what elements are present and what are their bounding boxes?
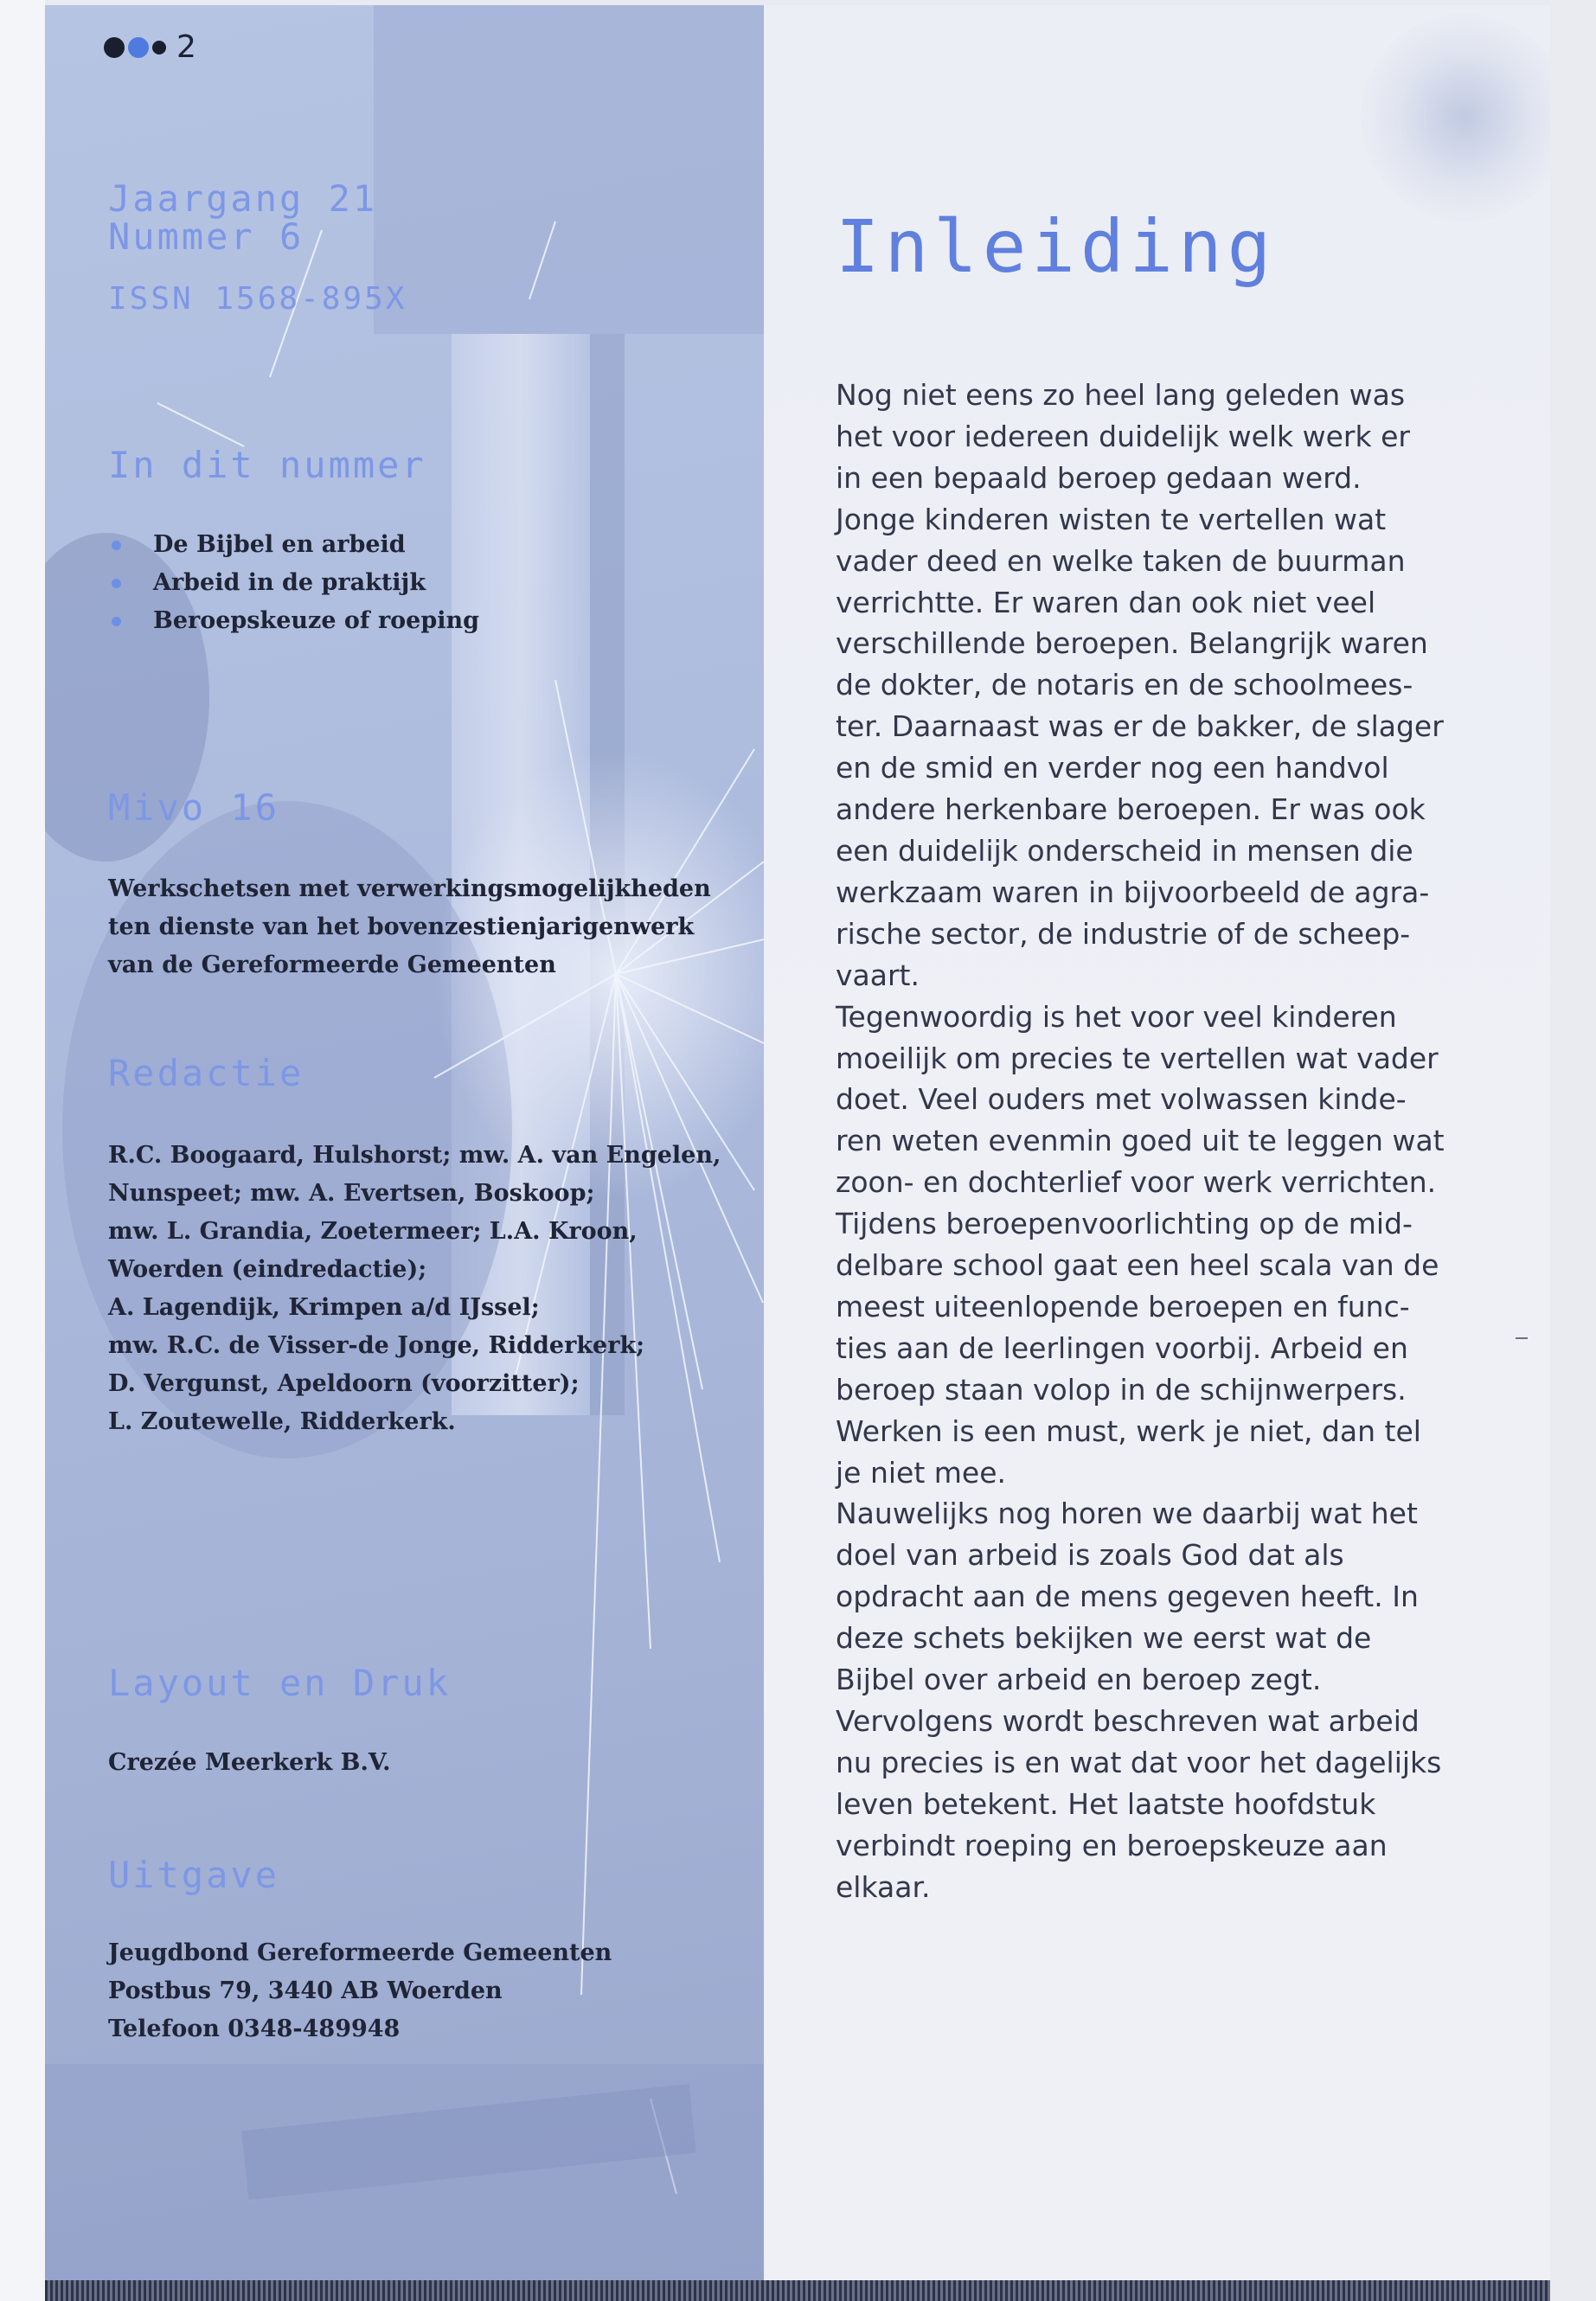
redactie-heading: Redactie bbox=[108, 1052, 304, 1094]
article-line: rische sector, de industrie of de scheep- bbox=[836, 916, 1411, 951]
article-line: andere herkenbare beroepen. Er was ook bbox=[836, 792, 1426, 827]
article-line: elkaar. bbox=[836, 1869, 931, 1904]
article-line: verrichtte. Er waren dan ook niet veel bbox=[836, 585, 1376, 619]
article-line: verbindt roeping en beroepskeuze aan bbox=[836, 1828, 1388, 1862]
article-line: Werken is een must, werk je niet, dan tel bbox=[836, 1413, 1421, 1448]
issue-line: Nummer 6 bbox=[108, 215, 304, 258]
article-line: ties aan de leerlingen voorbij. Arbeid en bbox=[836, 1330, 1408, 1365]
article-line: in een bepaald beroep gedaan werd. bbox=[836, 460, 1362, 495]
photo-dark-top bbox=[374, 5, 764, 334]
article-line: Vervolgens wordt beschreven wat arbeid bbox=[836, 1704, 1420, 1738]
redactie-list: R.C. Boogaard, Hulshorst; mw. A. van Engelen, Nunspeet; mw. A. Evertsen, Boskoop; mw. L. Grandia, Zoetermeer; L.A. Kroon, Woerden (eindredactie); A. Lagendijk, Krimpen a/d IJssel; mw. R.C. de Visser-de Jonge, Ridderkerk; D. Vergunst, Apeldoorn (voorzitter); L. Zoutewelle, Ridderkerk. bbox=[108, 1142, 721, 1435]
article-line: het voor iedereen duidelijk welk werk er bbox=[836, 419, 1410, 453]
sheet-right-margin bbox=[1550, 0, 1596, 2301]
article-line: een duidelijk onderscheid in mensen die bbox=[836, 833, 1413, 868]
corner-glow bbox=[1361, 14, 1550, 221]
article-line: Jonge kinderen wisten te vertellen wat bbox=[836, 502, 1387, 536]
contents-list bbox=[108, 526, 479, 640]
margin-tick-mark bbox=[1516, 1337, 1528, 1339]
article-line: moeilijk om precies te vertellen wat vader bbox=[836, 1041, 1439, 1075]
masthead bbox=[108, 177, 378, 258]
contents-item: Beroepskeuze of roeping bbox=[108, 602, 479, 640]
layout-heading: Layout en Druk bbox=[108, 1662, 452, 1704]
article-line: leven betekent. Het laatste hoofdstuk bbox=[836, 1786, 1376, 1821]
article-line: beroep staan volop in de schijnwerpers. bbox=[836, 1372, 1407, 1407]
contents-item: De Bijbel en arbeid bbox=[108, 526, 479, 564]
article-line: nu precies is en wat dat voor het dagelijks bbox=[836, 1745, 1442, 1779]
article-line: meest uiteenlopende beroepen en func- bbox=[836, 1289, 1410, 1324]
article-line: verschillende beroepen. Belangrijk waren bbox=[836, 626, 1428, 661]
issn-line: ISSN 1568-895X bbox=[108, 281, 407, 317]
sheet-left-margin bbox=[0, 0, 45, 2301]
article-line: delbare school gaat een heel scala van de bbox=[836, 1248, 1439, 1283]
article-line: doet. Veel ouders met volwassen kinde- bbox=[836, 1082, 1407, 1117]
article-line: doel van arbeid is zoals God dat als bbox=[836, 1538, 1344, 1573]
article-line: werkzaam waren in bijvoorbeeld de agra- bbox=[836, 875, 1430, 909]
scan-bottom-edge bbox=[45, 2280, 1550, 2301]
article-line: opdracht aan de mens gegeven heeft. In bbox=[836, 1580, 1419, 1614]
article-body bbox=[836, 375, 1493, 1908]
article-line: ren weten evenmin goed uit te leggen wat bbox=[836, 1124, 1445, 1158]
page-number-text: 2 bbox=[176, 29, 196, 65]
bullet-icon bbox=[112, 579, 121, 588]
article-line: ter. Daarnaast was er de bakker, de slager bbox=[836, 709, 1444, 744]
bullet-icon bbox=[112, 541, 121, 550]
article-line: vaart. bbox=[836, 958, 920, 992]
article-line: Tegenwoordig is het voor veel kinderen bbox=[836, 999, 1397, 1034]
publisher-address: Jeugdbond Gereformeerde Gemeenten Postbus 79, 3440 AB Woerden Telefoon 0348-489948 bbox=[108, 1939, 612, 2042]
article-line: Nog niet eens zo heel lang geleden was bbox=[836, 378, 1406, 412]
article-line: Tijdens beroepenvoorlichting op de mid- bbox=[836, 1207, 1413, 1241]
article-line: Nauwelijks nog horen we daarbij wat het bbox=[836, 1497, 1418, 1531]
colophon-panel bbox=[45, 5, 764, 2280]
article-line: en de smid en verder nog een handvol bbox=[836, 751, 1389, 785]
layout-printer: Crezée Meerkerk B.V. bbox=[108, 1749, 391, 1776]
article-line: vader deed en welke taken de buurman bbox=[836, 543, 1406, 578]
contents-item: Arbeid in de praktijk bbox=[108, 564, 479, 602]
page-dot-icon bbox=[104, 37, 125, 58]
photo-lower-shadow bbox=[45, 2064, 764, 2280]
article-line: deze schets bekijken we eerst wat de bbox=[836, 1621, 1372, 1656]
page-dot-icon bbox=[152, 41, 166, 54]
in-dit-nummer-heading: In dit nummer bbox=[108, 444, 426, 486]
page-dot-icon bbox=[128, 37, 149, 58]
article-title: Inleiding bbox=[836, 204, 1277, 289]
article-line: zoon- en dochterlief voor werk verrichten. bbox=[836, 1165, 1437, 1200]
page-number bbox=[104, 29, 196, 65]
mivo-heading: Mivo 16 bbox=[108, 786, 280, 829]
bullet-icon bbox=[112, 617, 121, 626]
uitgave-heading: Uitgave bbox=[108, 1854, 280, 1896]
article-line: Bijbel over arbeid en beroep zegt. bbox=[836, 1663, 1322, 1697]
volume-line: Jaargang 21 bbox=[108, 177, 378, 220]
article-line: je niet mee. bbox=[836, 1455, 1007, 1490]
mivo-description: Werkschetsen met verwerkingsmogelijkheden ten dienste van het bovenzestienjarigenwerk van de Gereformeerde Gemeenten bbox=[108, 875, 711, 978]
article-line: de dokter, de notaris en de schoolmees- bbox=[836, 668, 1413, 702]
